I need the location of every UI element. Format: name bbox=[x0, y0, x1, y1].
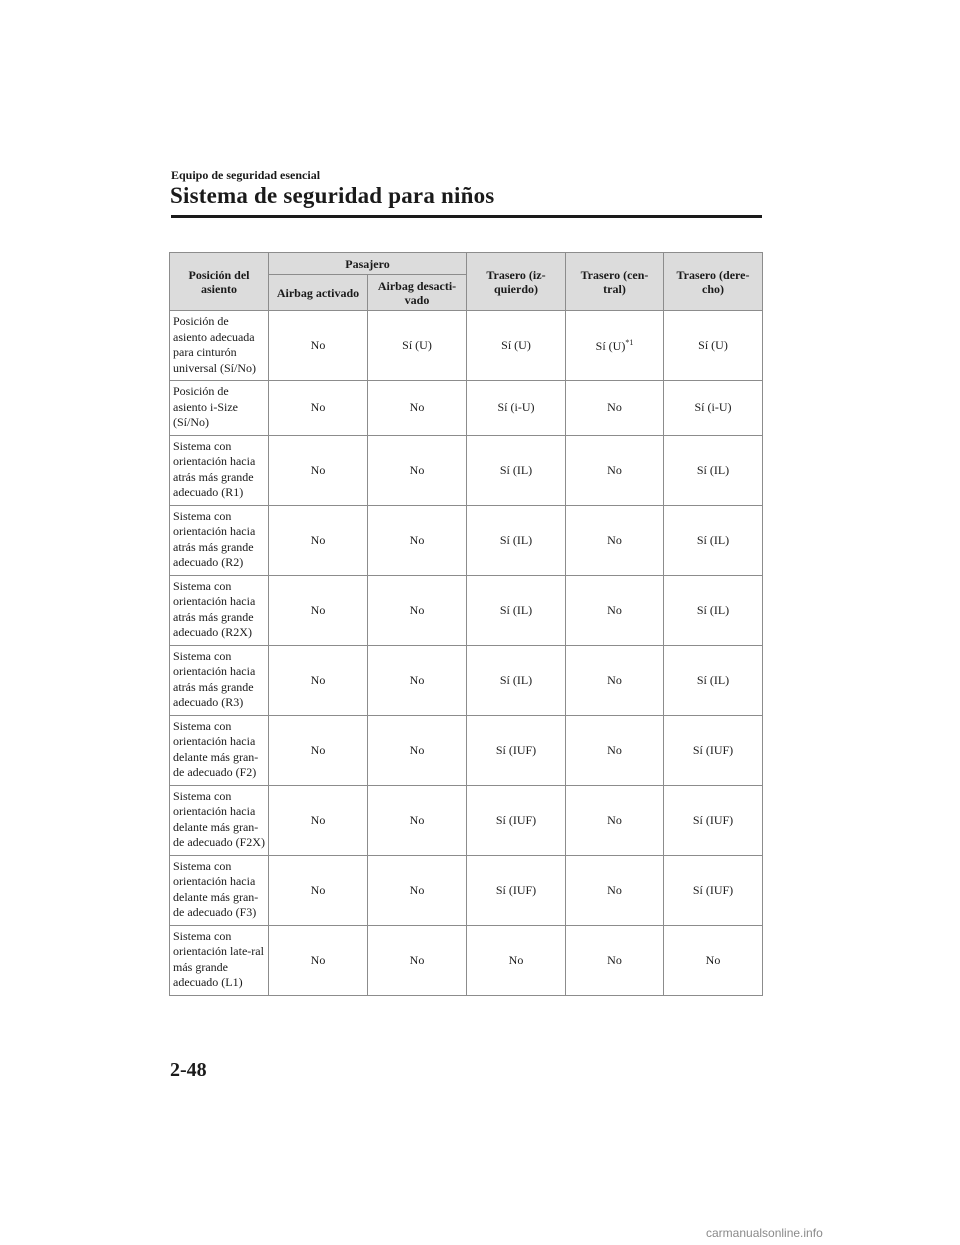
header-airbag-deactivated: Airbag desacti-vado bbox=[368, 275, 467, 311]
cell-airbag-on: No bbox=[269, 505, 368, 575]
cell-airbag-on: No bbox=[269, 715, 368, 785]
table-row bbox=[170, 575, 763, 645]
cell-airbag-on: No bbox=[269, 575, 368, 645]
section-label: Equipo de seguridad esencial bbox=[171, 168, 321, 182]
cell-rear-center: No bbox=[566, 435, 664, 505]
row-label: Sistema con orientación hacia atrás más grande adecuado (R3) bbox=[170, 645, 269, 715]
header-rear-center: Trasero (cen-tral) bbox=[566, 253, 664, 311]
cell-airbag-on: No bbox=[269, 645, 368, 715]
cell-rear-center: No bbox=[566, 505, 664, 575]
cell-airbag-off: No bbox=[368, 855, 467, 925]
cell-rear-center: No bbox=[566, 715, 664, 785]
table-row bbox=[170, 435, 763, 505]
cell-airbag-on: No bbox=[269, 435, 368, 505]
cell-airbag-off: No bbox=[368, 785, 467, 855]
child-seat-compatibility-table bbox=[169, 252, 763, 996]
header-passenger: Pasajero bbox=[269, 253, 467, 275]
cell-rear-center: No bbox=[566, 381, 664, 436]
cell-rear-left: Sí (IUF) bbox=[467, 855, 566, 925]
cell-rear-center: No bbox=[566, 925, 664, 995]
cell-rear-right: Sí (IL) bbox=[664, 435, 763, 505]
cell-rear-left: Sí (U) bbox=[467, 311, 566, 381]
table-row bbox=[170, 645, 763, 715]
watermark: carmanualsonline.info bbox=[706, 1226, 823, 1240]
cell-rear-right: Sí (i-U) bbox=[664, 381, 763, 436]
cell-rear-right: Sí (IL) bbox=[664, 575, 763, 645]
row-label: Posición de asiento adecuada para cinturón universal (Sí/No) bbox=[170, 311, 269, 381]
row-label: Posición de asiento i-Size (Sí/No) bbox=[170, 381, 269, 436]
cell-rear-right: Sí (IL) bbox=[664, 645, 763, 715]
cell-rear-center: No bbox=[566, 855, 664, 925]
cell-rear-center: No bbox=[566, 575, 664, 645]
header-seat-position: Posición del asiento bbox=[170, 253, 269, 311]
table-row bbox=[170, 505, 763, 575]
cell-airbag-on: No bbox=[269, 855, 368, 925]
cell-rear-right: Sí (IUF) bbox=[664, 855, 763, 925]
cell-rear-right: Sí (IUF) bbox=[664, 785, 763, 855]
header-rear-left: Trasero (iz-quierdo) bbox=[467, 253, 566, 311]
cell-rear-left: Sí (IL) bbox=[467, 645, 566, 715]
cell-rear-right: Sí (U) bbox=[664, 311, 763, 381]
cell-rear-left: Sí (i-U) bbox=[467, 381, 566, 436]
row-label: Sistema con orientación hacia atrás más grande adecuado (R2X) bbox=[170, 575, 269, 645]
cell-airbag-off: No bbox=[368, 381, 467, 436]
row-label: Sistema con orientación hacia atrás más grande adecuado (R2) bbox=[170, 505, 269, 575]
cell-airbag-on: No bbox=[269, 381, 368, 436]
cell-airbag-off: No bbox=[368, 645, 467, 715]
cell-rear-left: Sí (IUF) bbox=[467, 715, 566, 785]
cell-airbag-off: Sí (U) bbox=[368, 311, 467, 381]
cell-airbag-on: No bbox=[269, 785, 368, 855]
cell-rear-left: Sí (IL) bbox=[467, 575, 566, 645]
page-title: Sistema de seguridad para niños bbox=[170, 183, 495, 208]
header-rear-right: Trasero (dere-cho) bbox=[664, 253, 763, 311]
cell-rear-right: Sí (IUF) bbox=[664, 715, 763, 785]
table-row bbox=[170, 311, 763, 381]
footnote-marker: *1 bbox=[625, 337, 634, 347]
table-row bbox=[170, 925, 763, 995]
cell-rear-left: Sí (IL) bbox=[467, 505, 566, 575]
cell-rear-left: No bbox=[467, 925, 566, 995]
cell-airbag-off: No bbox=[368, 575, 467, 645]
row-label: Sistema con orientación hacia delante más gran-de adecuado (F2) bbox=[170, 715, 269, 785]
title-divider bbox=[171, 215, 762, 218]
cell-airbag-on: No bbox=[269, 311, 368, 381]
row-label: Sistema con orientación late-ral más grande adecuado (L1) bbox=[170, 925, 269, 995]
header-airbag-activated: Airbag activado bbox=[269, 275, 368, 311]
cell-rear-left: Sí (IUF) bbox=[467, 785, 566, 855]
cell-rear-center: No bbox=[566, 785, 664, 855]
cell-airbag-off: No bbox=[368, 435, 467, 505]
row-label: Sistema con orientación hacia atrás más grande adecuado (R1) bbox=[170, 435, 269, 505]
cell-rear-left: Sí (IL) bbox=[467, 435, 566, 505]
table-row bbox=[170, 855, 763, 925]
cell-airbag-on: No bbox=[269, 925, 368, 995]
cell-airbag-off: No bbox=[368, 505, 467, 575]
table-row bbox=[170, 381, 763, 436]
table-row bbox=[170, 715, 763, 785]
cell-airbag-off: No bbox=[368, 925, 467, 995]
cell-airbag-off: No bbox=[368, 715, 467, 785]
row-label: Sistema con orientación hacia delante más gran-de adecuado (F3) bbox=[170, 855, 269, 925]
cell-rear-right: Sí (IL) bbox=[664, 505, 763, 575]
cell-rear-center: Sí $(U)^{*1}$ bbox=[566, 311, 664, 381]
cell-rear-center: No bbox=[566, 645, 664, 715]
cell-rear-right: No bbox=[664, 925, 763, 995]
page-number: 2-48 bbox=[170, 1059, 207, 1081]
row-label: Sistema con orientación hacia delante más gran-de adecuado (F2X) bbox=[170, 785, 269, 855]
table-row bbox=[170, 785, 763, 855]
